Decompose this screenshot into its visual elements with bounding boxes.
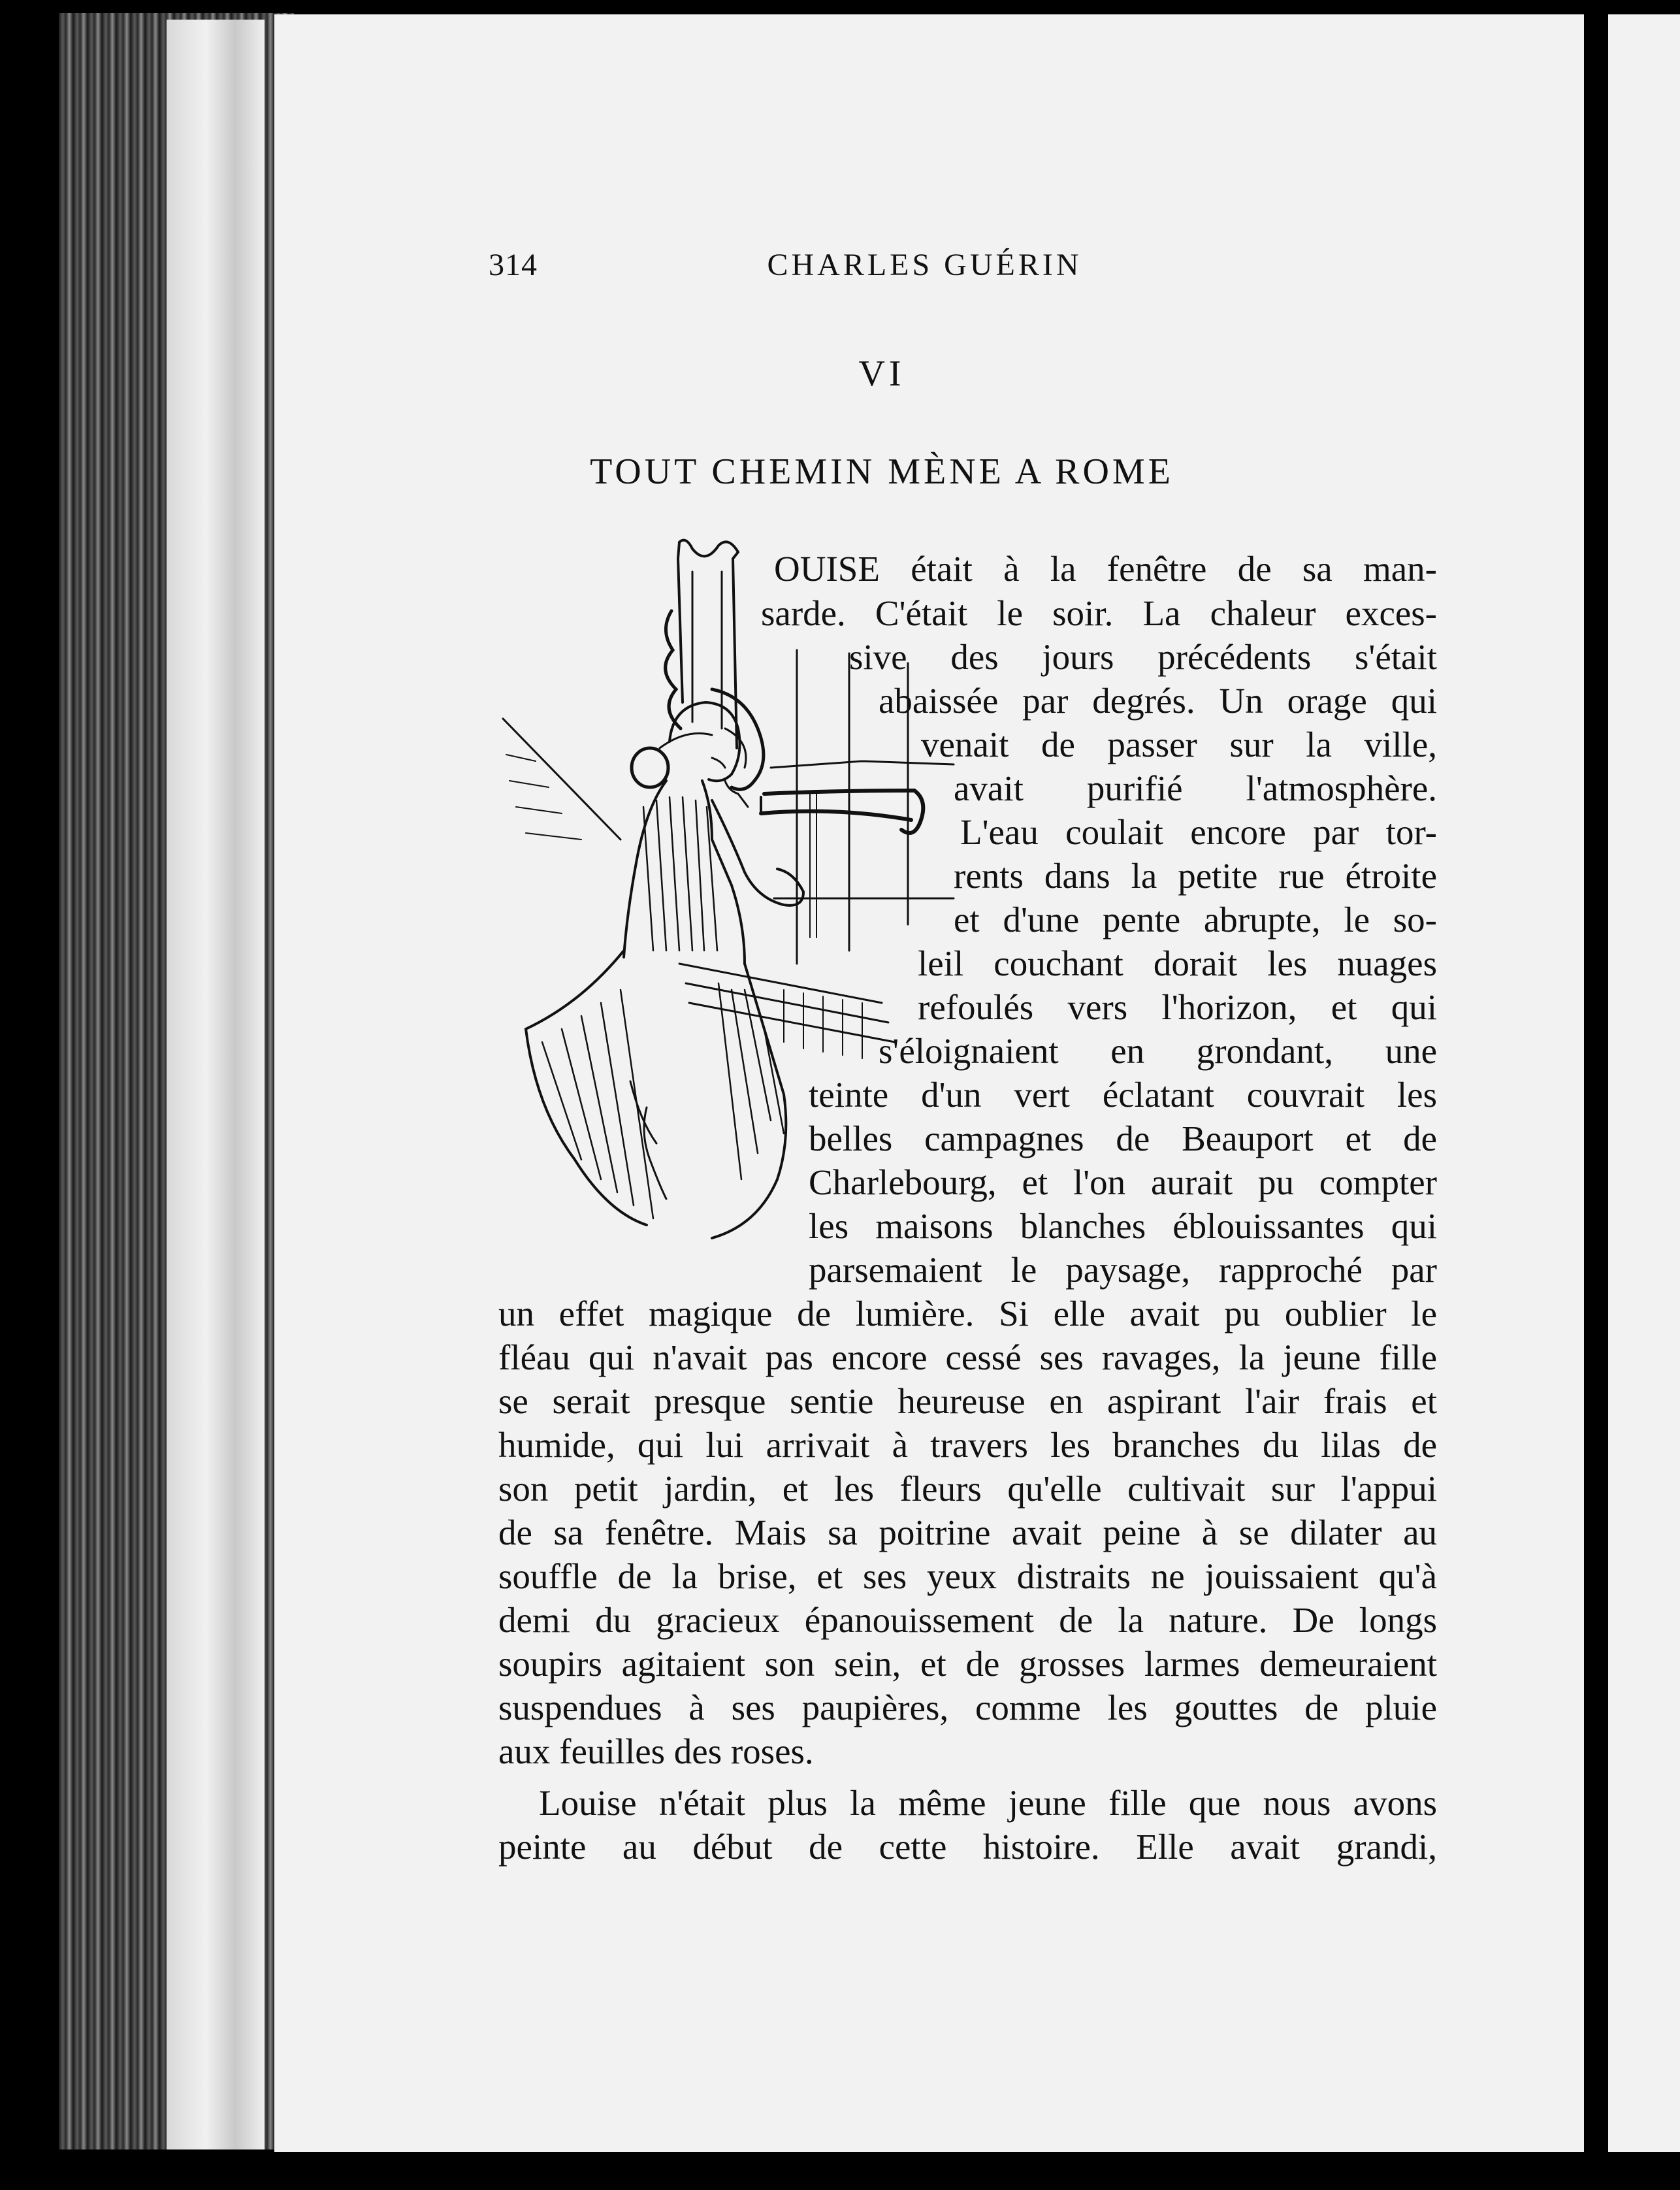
text-line: et d'une pente abrupte, le so- xyxy=(954,900,1437,940)
text-line: L'eau coulait encore par tor- xyxy=(960,812,1437,852)
text-line: leil couchant dorait les nuages xyxy=(918,943,1437,983)
chapter-number: VI xyxy=(858,353,905,394)
adjacent-page-strip xyxy=(1608,14,1680,2152)
text-line: fléau qui n'avait pas encore cessé ses ravages, la jeune fille xyxy=(498,1337,1437,1377)
text-line: Louise n'était plus la même jeune fille que nous avons xyxy=(539,1783,1437,1823)
text-line: demi du gracieux épanouissement de la nature. De longs xyxy=(498,1600,1437,1640)
text-line: parsemaient le paysage, rapproché par xyxy=(809,1250,1437,1290)
text-line: avait purifié l'atmosphère. xyxy=(954,768,1437,808)
text-line: rents dans la petite rue étroite xyxy=(954,856,1437,896)
text-line: OUISE était à la fenêtre de sa man- xyxy=(774,549,1437,589)
page-number: 314 xyxy=(489,248,538,282)
text-line: soupirs agitaient son sein, et de grosses larmes demeuraient xyxy=(498,1644,1437,1684)
text-line: belles campagnes de Beauport et de xyxy=(809,1119,1437,1158)
text-line: refoulés vers l'horizon, et qui xyxy=(918,987,1437,1027)
chapter-title: TOUT CHEMIN MÈNE A ROME xyxy=(590,451,1174,492)
text-line: aux feuilles des roses. xyxy=(498,1731,814,1771)
page-gutter xyxy=(1584,0,1608,2190)
text-line: un effet magique de lumière. Si elle avait pu oublier le xyxy=(498,1294,1437,1333)
text-line: suspendues à ses paupières, comme les gouttes de pluie xyxy=(498,1688,1437,1727)
text-line: sive des jours précédents s'était xyxy=(849,637,1437,677)
text-line: abaissée par degrés. Un orage qui xyxy=(879,681,1437,721)
text-line: son petit jardin, et les fleurs qu'elle cultivait sur l'appui xyxy=(498,1469,1437,1509)
running-title: CHARLES GUÉRIN xyxy=(767,248,1082,282)
text-line: de sa fenêtre. Mais sa poitrine avait peine à se dilater au xyxy=(498,1512,1437,1552)
text-line: teinte d'un vert éclatant couvrait les xyxy=(809,1075,1437,1115)
text-line: humide, qui lui arrivait à travers les branches du lilas de xyxy=(498,1425,1437,1465)
text-line: peinte au début de cette histoire. Elle avait grandi, xyxy=(498,1827,1437,1867)
text-line: se serait presque sentie heureuse en aspirant l'air frais et xyxy=(498,1381,1437,1421)
text-line: souffle de la brise, et ses yeux distraits ne jouissaient qu'à xyxy=(498,1556,1437,1596)
running-head xyxy=(489,247,1361,293)
text-line: venait de passer sur la ville, xyxy=(921,725,1437,764)
book-page-edge-highlight xyxy=(167,20,265,2149)
text-line: s'éloignaient en grondant, une xyxy=(879,1031,1437,1071)
text-line: Charlebourg, et l'on aurait pu compter xyxy=(809,1162,1437,1202)
text-line: les maisons blanches éblouissantes qui xyxy=(809,1206,1437,1246)
text-line: sarde. C'était le soir. La chaleur exces- xyxy=(761,593,1437,633)
